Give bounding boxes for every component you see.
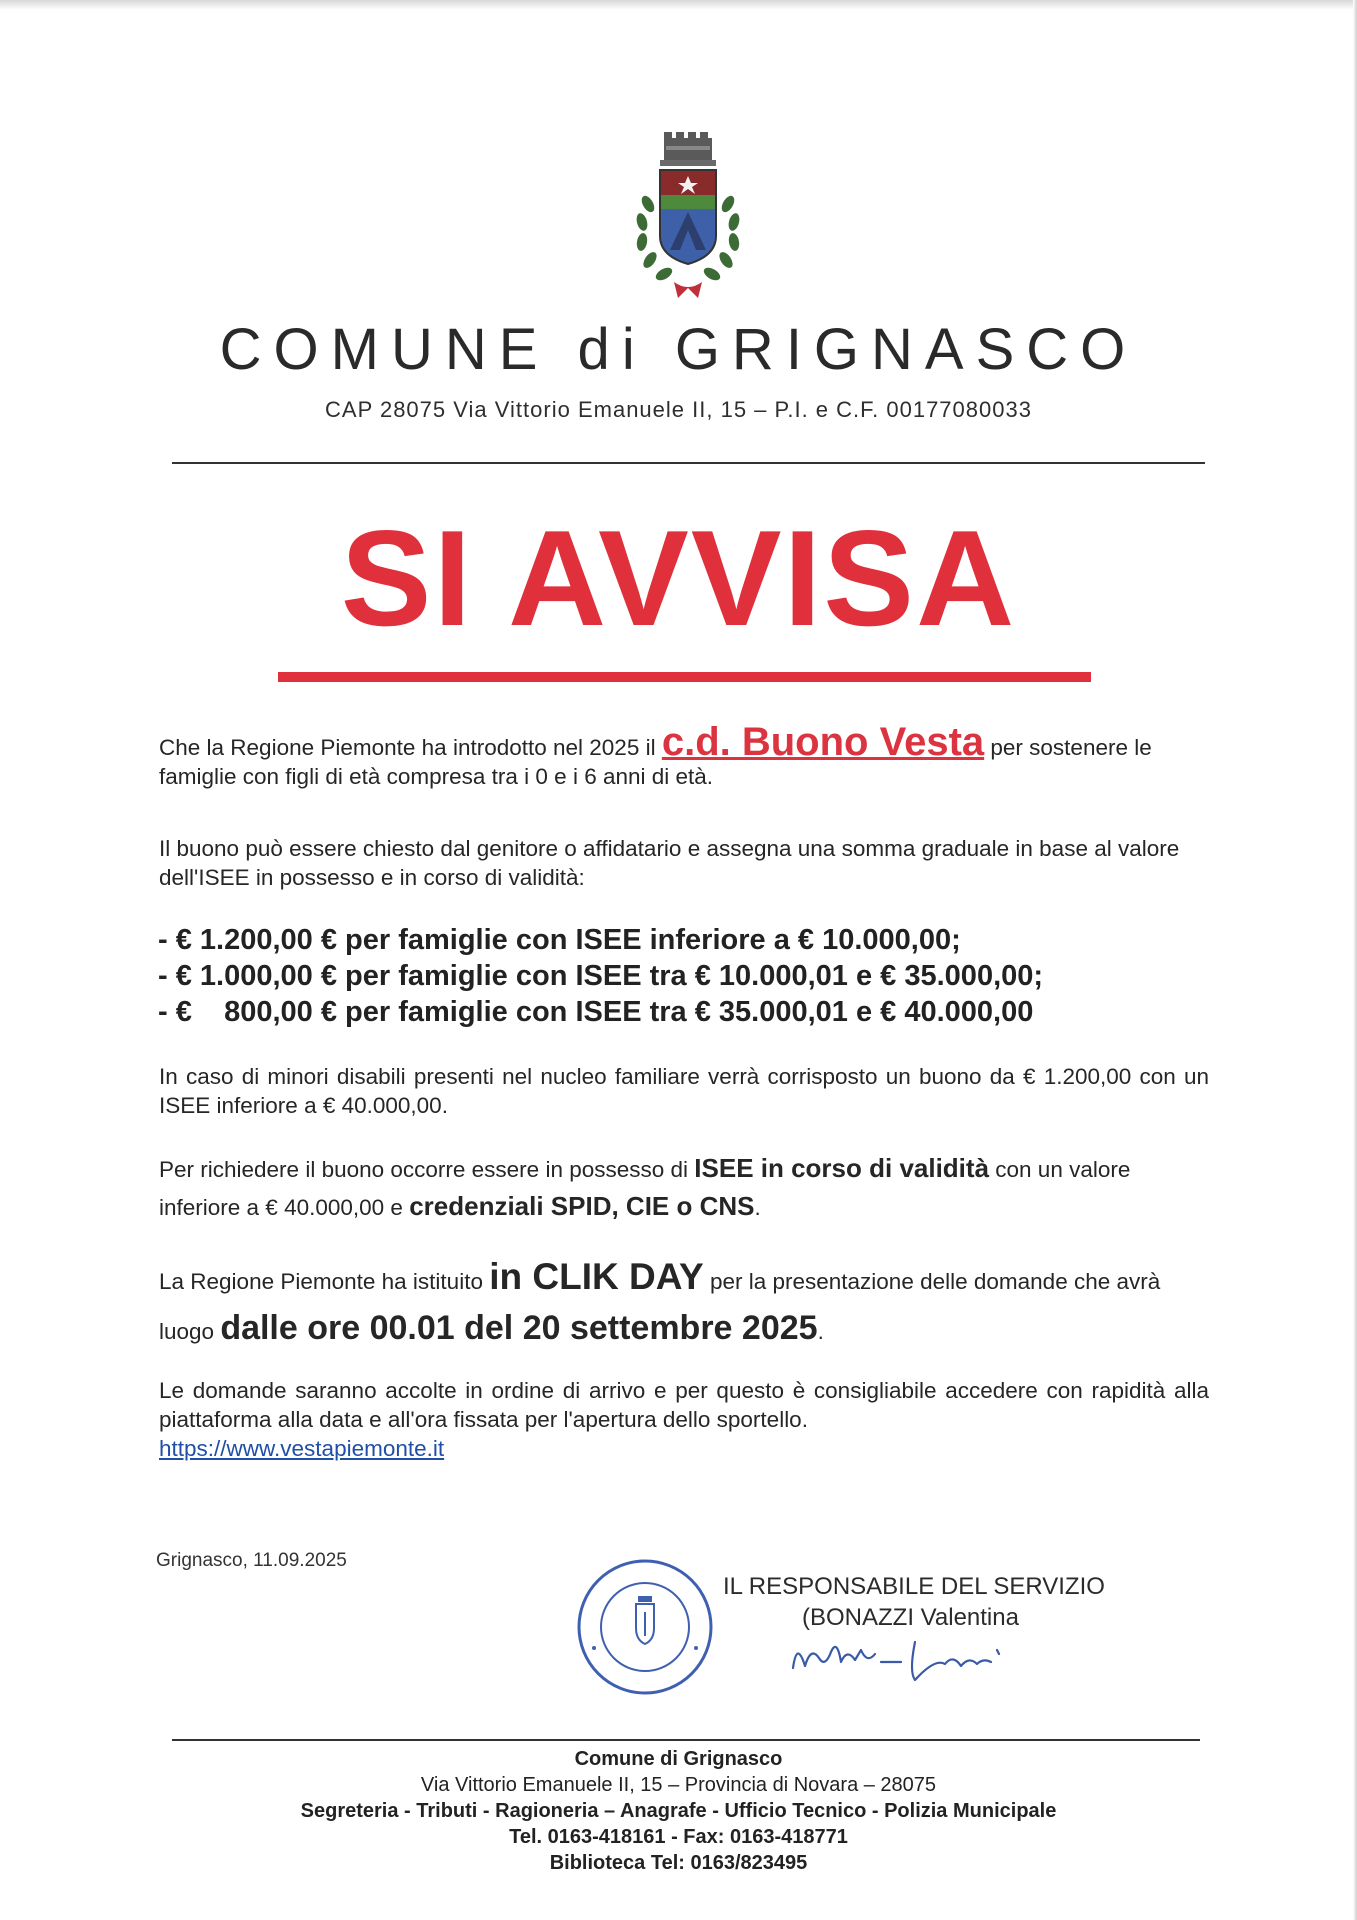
clickday-date-highlight: dalle ore 00.01 del 20 settembre 2025: [220, 1309, 818, 1347]
tier-item: - € 1.200,00 € per famiglie con ISEE inferiore a € 10.000,00;: [158, 924, 961, 956]
municipal-stamp-icon: [574, 1556, 716, 1698]
notice-headline: SI AVVISA: [340, 502, 1017, 654]
requisiti-paragraph: [159, 1150, 1209, 1226]
requisiti-text-1: Per richiedere il buono occorre essere in possesso di: [159, 1157, 695, 1182]
footer-address: Via Vittorio Emanuele II, 15 – Provincia di Novara – 28075: [420, 1774, 937, 1796]
footer-name: Comune di Grignasco: [574, 1748, 783, 1770]
clickday-text-1: La Regione Piemonte ha istituito: [159, 1269, 490, 1294]
domande-paragraph: [159, 1376, 1209, 1463]
signatory-name: (BONAZZI Valentina: [802, 1604, 1019, 1631]
municipality-title: COMUNE di GRIGNASCO: [219, 317, 1138, 382]
credenziali-highlight: credenziali SPID, CIE o CNS: [409, 1191, 755, 1221]
issue-date: Grignasco, 11.09.2025: [156, 1550, 347, 1571]
tier-item: - € 1.000,00 € per famiglie con ISEE tra € 10.000,01 e € 35.000,00;: [158, 960, 1044, 992]
disabili-paragraph: In caso di minori disabili presenti nel nucleo familiare verrà corrisposto un buono da € 1.200,00 con un ISEE inferiore a € 40.000,00.: [159, 1064, 1209, 1118]
clickday-text-3: .: [817, 1319, 824, 1344]
clickday-highlight: in CLIK DAY: [489, 1256, 704, 1297]
intro-paragraph: [159, 720, 1209, 791]
municipality-address: CAP 28075 Via Vittorio Emanuele II, 15 – P.I. e C.F. 00177080033: [325, 397, 1032, 422]
handwritten-signature-icon: [785, 1628, 1085, 1688]
isee-highlight: ISEE in corso di validità: [694, 1153, 990, 1183]
footer-library: Biblioteca Tel: 0163/823495: [549, 1852, 808, 1874]
intro-text-start: Che la Regione Piemonte ha introdotto nel 2025 il: [159, 735, 662, 760]
vesta-piemonte-link[interactable]: https://www.vestapiemonte.it: [159, 1436, 445, 1461]
domande-text: Le domande saranno accolte in ordine di arrivo e per questo è consigliabile accedere con rapidità alla piattaforma alla data e all'ora fissata per l'apertura dello sportello.: [159, 1378, 1209, 1432]
intro-text-end: per sostenere le famiglie con figli di età compresa tra i 0 e i 6 anni di età.: [159, 735, 1152, 789]
requisiti-text-3: .: [754, 1195, 761, 1220]
headline-underline: [278, 672, 1091, 682]
tier-item: - € 800,00 € per famiglie con ISEE tra € 35.000,01 e € 40.000,00: [158, 996, 1034, 1028]
requisiti-text-2: con un valore inferiore a € 40.000,00 e: [159, 1157, 1131, 1220]
buono-vesta-highlight: c.d. Buono Vesta: [661, 720, 985, 764]
scan-edge-right: [1353, 0, 1357, 1920]
footer-phone: Tel. 0163-418161 - Fax: 0163-418771: [509, 1826, 848, 1848]
footer-divider: [172, 1739, 1200, 1741]
signatory-title: IL RESPONSABILE DEL SERVIZIO: [723, 1573, 1105, 1600]
footer: [0, 1746, 1357, 1876]
footer-offices: Segreteria - Tributi - Ragioneria – Anagrafe - Ufficio Tecnico - Polizia Municipale: [300, 1800, 1057, 1822]
clickday-paragraph: [159, 1254, 1209, 1355]
header-divider: [172, 462, 1205, 464]
clickday-text-2: per la presentazione delle domande che avrà luogo: [159, 1269, 1161, 1344]
coat-of-arms-icon: [618, 132, 758, 304]
buono-paragraph: Il buono può essere chiesto dal genitore o affidatario e assegna una somma graduale in base al valore dell'ISEE in possesso e in corso di validità:: [159, 836, 1180, 890]
scan-edge-top: [0, 0, 1357, 10]
